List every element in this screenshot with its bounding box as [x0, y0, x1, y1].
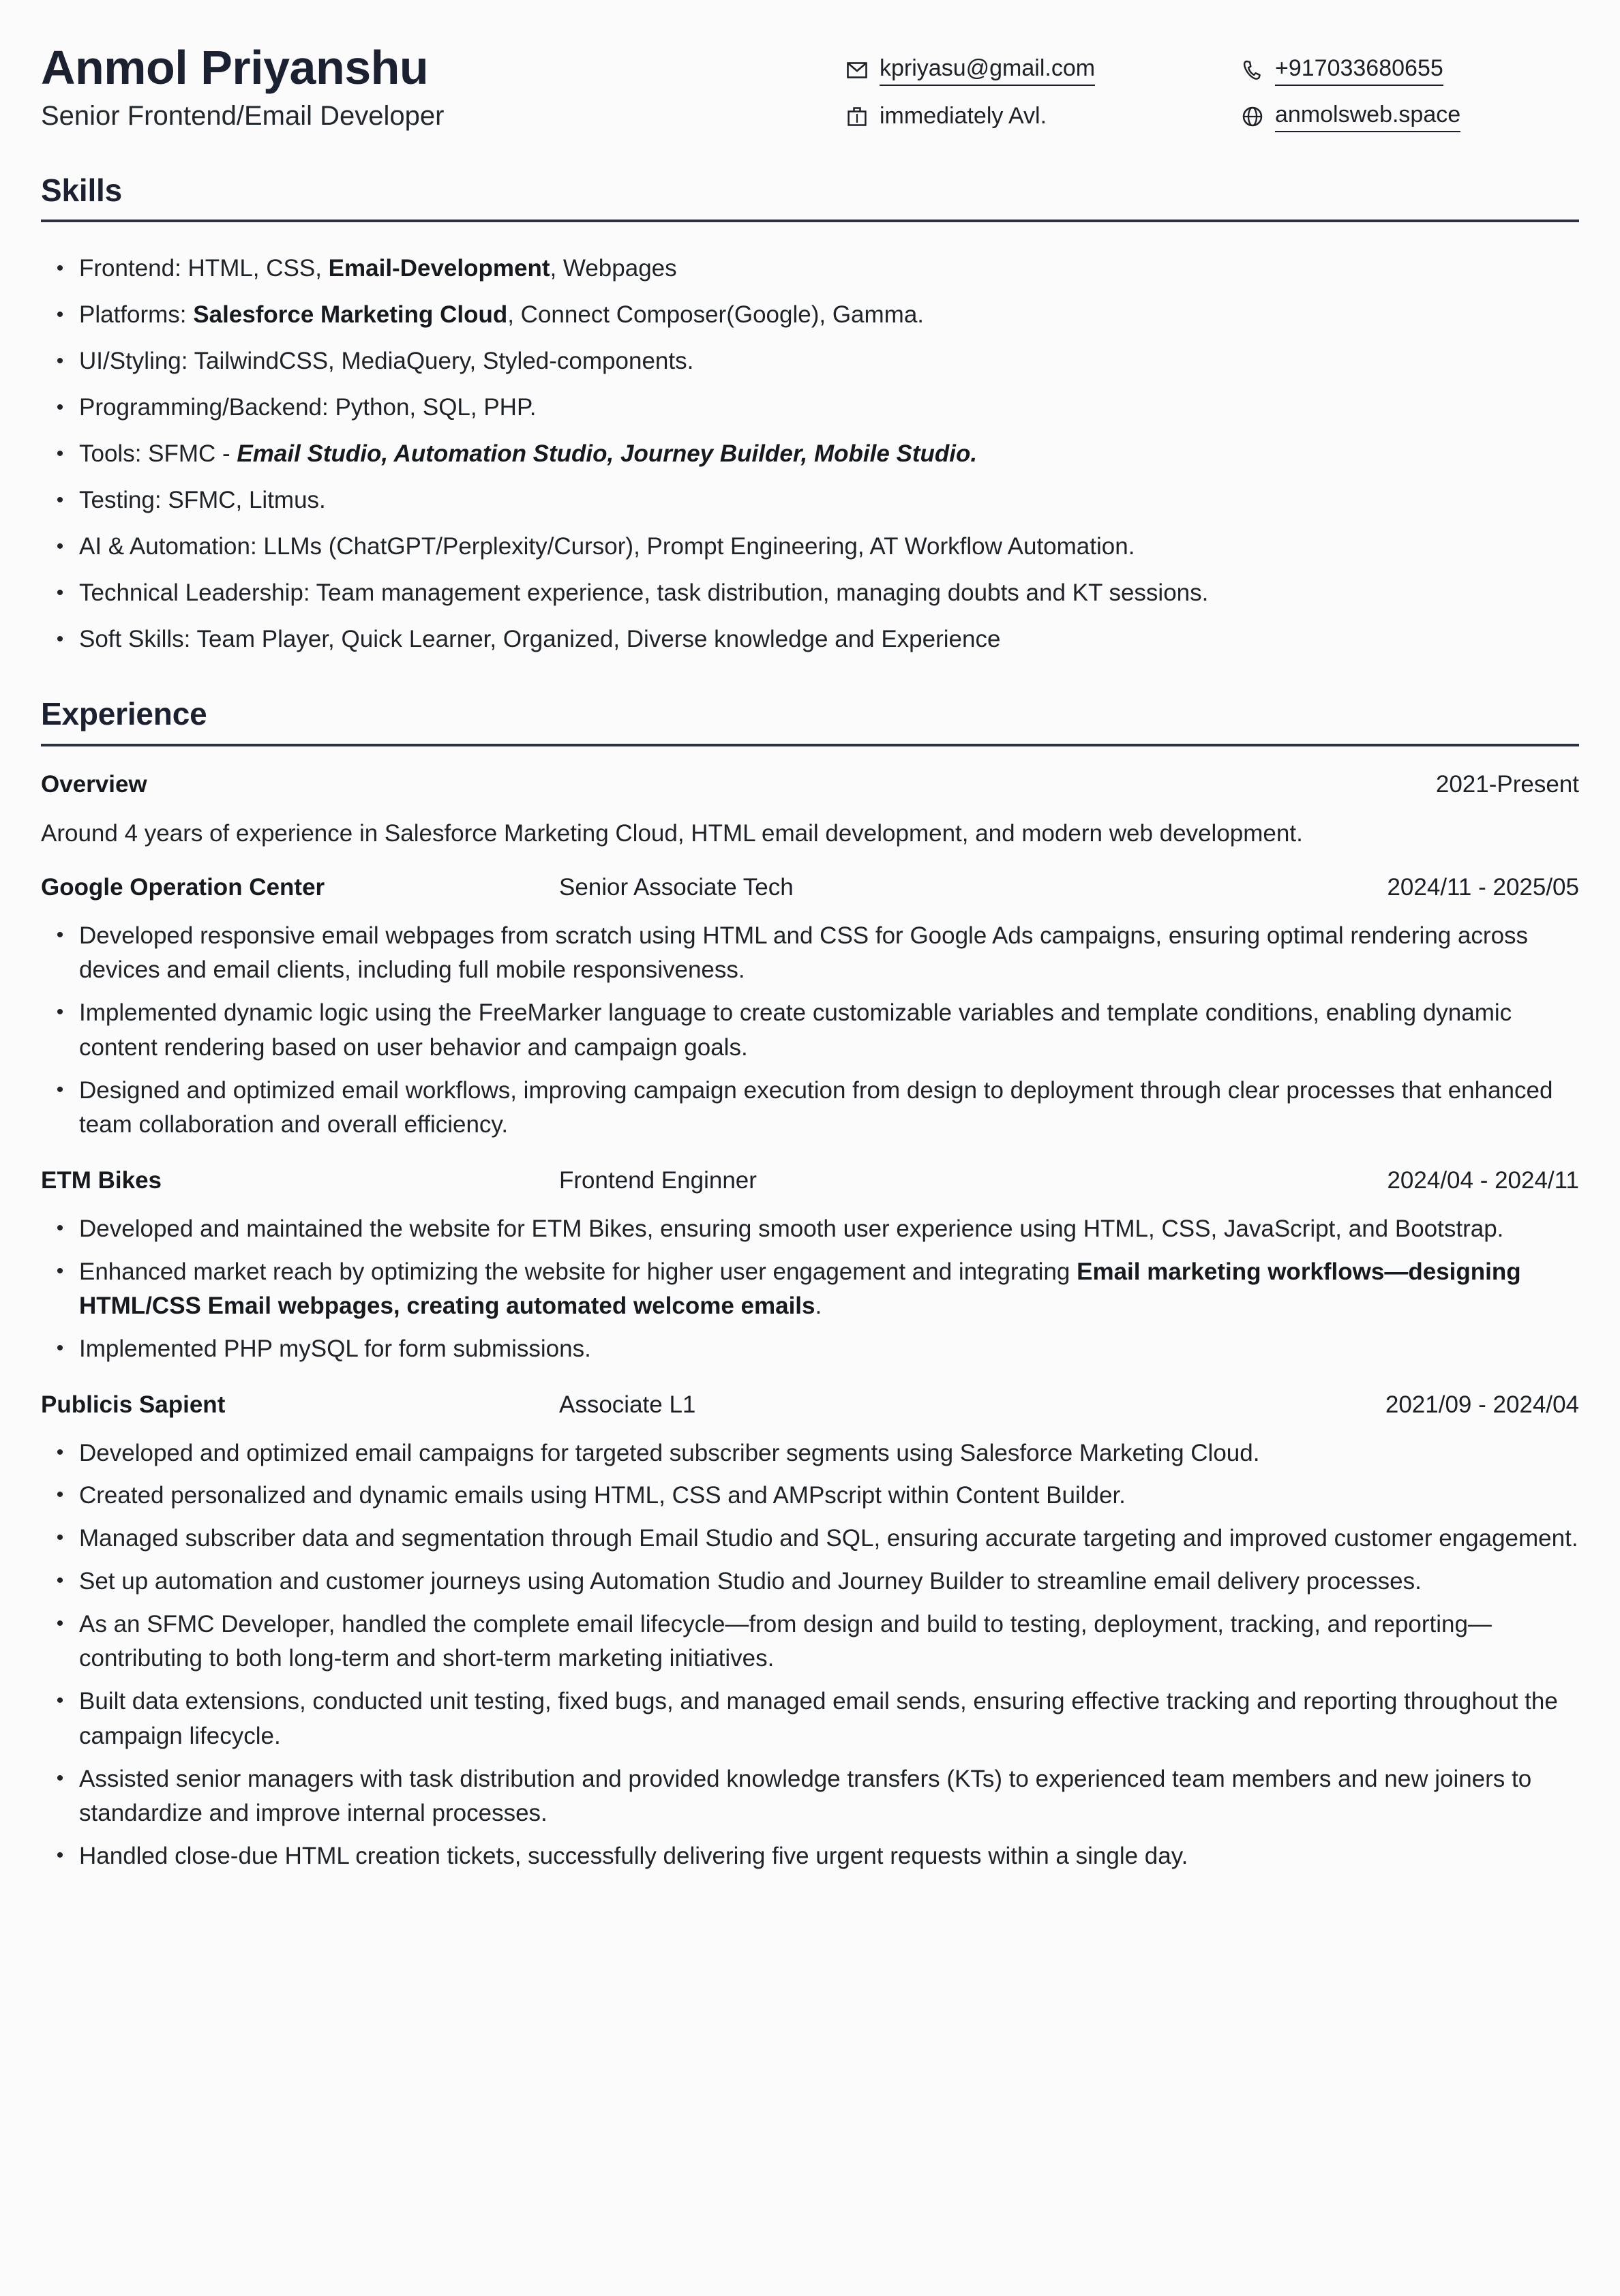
skill-item — [41, 252, 1579, 285]
bullet-text: Soft Skills: Team Player, Quick Learner, Organized, Diverse knowledge and Experience — [79, 626, 1001, 653]
bullet-text: Platforms: Salesforce Marketing Cloud, Connect Composer(Google), Gamma. — [79, 301, 925, 329]
bullet-text: Implemented PHP mySQL for form submissions. — [79, 1335, 591, 1363]
overview-head — [41, 770, 1579, 800]
bullet-text: Handled close-due HTML creation tickets, successfully delivering five urgent requests within a single day. — [79, 1843, 1188, 1870]
job-bullet — [41, 1685, 1579, 1754]
job-dates: 2021/09 - 2024/04 — [1385, 1391, 1579, 1418]
bullet-emphasis: Email-Development — [328, 255, 550, 282]
experience-divider — [41, 744, 1579, 746]
bullet-dot-icon: • — [56, 923, 64, 946]
skill-item — [41, 391, 1579, 424]
contact-phone[interactable] — [1241, 55, 1579, 86]
bullet-text: Set up automation and customer journeys using Automation Studio and Journey Builder to streamline email delivery processes. — [79, 1567, 1422, 1595]
job-header — [41, 1166, 1579, 1196]
contact-grid — [845, 42, 1579, 132]
bullet-dot-icon: • — [56, 1569, 64, 1592]
globe-icon — [1241, 105, 1264, 128]
bullet-text: Created personalized and dynamic emails using HTML, CSS and AMPscript within Content Builder. — [79, 1482, 1126, 1509]
job-bullet — [41, 919, 1579, 988]
bullet-dot-icon: • — [56, 1337, 64, 1360]
contact-phone-text: +917033680655 — [1275, 55, 1443, 86]
bullet-dot-icon: • — [56, 1440, 64, 1464]
skill-item — [41, 577, 1579, 609]
job-company: Publicis Sapient — [41, 1391, 226, 1418]
job-bullet — [41, 996, 1579, 1066]
skill-item — [41, 299, 1579, 331]
bullet-dot-icon: • — [56, 489, 64, 512]
job-header — [41, 873, 1579, 903]
job-bullet — [41, 1565, 1579, 1599]
bullet-text: Assisted senior managers with task distribution and provided knowledge transfers (KTs) to experienced team members and new joiners to standardize and improve internal processes. — [79, 1765, 1532, 1827]
overview-block — [41, 770, 1579, 849]
bullet-text: Tools: SFMC - Email Studio, Automation Studio, Journey Builder, Mobile Studio. — [79, 440, 978, 468]
job-header — [41, 1390, 1579, 1420]
bullet-dot-icon: • — [56, 535, 64, 558]
skill-item — [41, 530, 1579, 563]
job-bullet — [41, 1839, 1579, 1874]
contact-email[interactable] — [845, 55, 1241, 86]
skill-item — [41, 345, 1579, 378]
bullet-dot-icon: • — [56, 1689, 64, 1712]
phone-icon — [1241, 59, 1264, 82]
bullet-text: As an SFMC Developer, handled the complete email lifecycle—from design and build to testing, deployment, tracking, and reporting—contributing to both long-term and short-term marketing initiatives. — [79, 1610, 1492, 1672]
job-dates: 2024/11 - 2025/05 — [1387, 873, 1579, 901]
skill-item — [41, 623, 1579, 656]
skills-section — [41, 173, 1579, 656]
job-bullet — [41, 1607, 1579, 1677]
overview-label: Overview — [41, 770, 147, 798]
job-bullets — [41, 919, 1579, 1143]
job-bullet — [41, 1255, 1579, 1325]
skills-divider — [41, 220, 1579, 222]
bullet-text: Programming/Backend: Python, SQL, PHP. — [79, 394, 537, 421]
job-bullet — [41, 1436, 1579, 1471]
bullet-text: Testing: SFMC, Litmus. — [79, 487, 326, 514]
bullet-dot-icon: • — [56, 1526, 64, 1550]
contact-website[interactable] — [1241, 101, 1579, 132]
job-bullet — [41, 1762, 1579, 1832]
bullet-dot-icon: • — [56, 1483, 64, 1507]
jobs-list — [41, 873, 1579, 1874]
skill-item — [41, 438, 1579, 470]
job-role: Associate L1 — [559, 1391, 696, 1418]
job-block — [41, 1166, 1579, 1367]
job-bullets — [41, 1212, 1579, 1367]
job-company: ETM Bikes — [41, 1167, 162, 1194]
candidate-name: Anmol Priyanshu — [41, 41, 429, 94]
bullet-emphasis: Email marketing workflows—designing HTML/CSS Email webpages, creating automated welcome emails — [79, 1258, 1521, 1320]
bullet-text: Managed subscriber data and segmentation through Email Studio and SQL, ensuring accurate targeting and improved customer engagement. — [79, 1525, 1578, 1552]
bullet-text: Developed responsive email webpages from scratch using HTML and CSS for Google Ads campaigns, ensuring optimal rendering across devices and email clients, including full mobile responsiveness. — [79, 922, 1529, 984]
resume-header — [41, 35, 1579, 132]
bullet-dot-icon: • — [56, 350, 64, 373]
bullet-text: Built data extensions, conducted unit testing, fixed bugs, and managed email sends, ensuring effective tracking and reporting throughout the campaign lifecycle. — [79, 1688, 1558, 1749]
job-dates: 2024/04 - 2024/11 — [1387, 1167, 1579, 1194]
bullet-text: Developed and maintained the website for ETM Bikes, ensuring smooth user experience using HTML, CSS, JavaScript, and Bootstrap. — [79, 1215, 1504, 1242]
briefcase-icon — [845, 105, 869, 128]
bullet-text: Frontend: HTML, CSS, Email-Development, Webpages — [79, 255, 677, 282]
bullet-dot-icon: • — [56, 303, 64, 327]
bullet-text: Technical Leadership: Team management experience, task distribution, managing doubts and KT sessions. — [79, 579, 1209, 607]
contact-availability — [845, 101, 1241, 132]
bullet-text: Designed and optimized email workflows, improving campaign execution from design to deployment through clear processes that enhanced team collaboration and overall efficiency. — [79, 1076, 1553, 1138]
bullet-emphasis: Salesforce Marketing Cloud — [193, 301, 508, 329]
job-bullet — [41, 1212, 1579, 1247]
bullet-dot-icon: • — [56, 442, 64, 466]
experience-section — [41, 697, 1579, 1874]
bullet-dot-icon: • — [56, 1612, 64, 1635]
skills-list — [41, 252, 1579, 656]
overview-dates: 2021-Present — [1435, 770, 1579, 798]
bullet-dot-icon: • — [56, 1216, 64, 1239]
contact-availability-text: immediately Avl. — [880, 103, 1047, 130]
bullet-text: Implemented dynamic logic using the FreeMarker language to create customizable variables and template conditions, enabling dynamic content rendering based on user behavior and campaign goals. — [79, 999, 1512, 1061]
bullet-text: Developed and optimized email campaigns for targeted subscriber segments using Salesforce Marketing Cloud. — [79, 1439, 1260, 1466]
bullet-text: Enhanced market reach by optimizing the website for higher user engagement and integrating Email marketing workflows—designing HTML/CSS Email webpages, creating automated welcome emails. — [79, 1258, 1521, 1320]
experience-heading: Experience — [41, 696, 207, 732]
bullet-dot-icon: • — [56, 628, 64, 651]
bullet-dot-icon: • — [56, 1078, 64, 1101]
bullet-emphasis-italic: Email Studio, Automation Studio, Journey Builder, Mobile Studio. — [237, 440, 978, 468]
envelope-icon — [845, 59, 869, 82]
bullet-dot-icon: • — [56, 257, 64, 280]
overview-summary: Around 4 years of experience in Salesforce Marketing Cloud, HTML email development, and modern web development. — [41, 819, 1303, 847]
bullet-dot-icon: • — [56, 396, 64, 419]
job-bullet — [41, 1479, 1579, 1513]
contact-email-text: kpriyasu@gmail.com — [880, 55, 1095, 86]
job-company: Google Operation Center — [41, 873, 325, 901]
bullet-dot-icon: • — [56, 1844, 64, 1867]
candidate-role: Senior Frontend/Email Developer — [41, 101, 445, 132]
bullet-dot-icon: • — [56, 1001, 64, 1024]
job-block — [41, 873, 1579, 1143]
job-role: Frontend Enginner — [559, 1167, 757, 1194]
bullet-dot-icon: • — [56, 1259, 64, 1282]
job-bullet — [41, 1522, 1579, 1556]
bullet-text: UI/Styling: TailwindCSS, MediaQuery, Styled-components. — [79, 348, 694, 375]
bullet-text: AI & Automation: LLMs (ChatGPT/Perplexity/Cursor), Prompt Engineering, AT Workflow Automation. — [79, 533, 1135, 560]
job-bullet — [41, 1332, 1579, 1367]
job-block — [41, 1390, 1579, 1874]
contact-website-text: anmolsweb.space — [1275, 101, 1460, 132]
skills-heading: Skills — [41, 172, 122, 208]
job-bullets — [41, 1436, 1579, 1874]
job-role: Senior Associate Tech — [559, 873, 794, 901]
identity-block — [41, 42, 845, 131]
bullet-dot-icon: • — [56, 1766, 64, 1789]
skill-item — [41, 484, 1579, 517]
bullet-dot-icon: • — [56, 581, 64, 605]
job-bullet — [41, 1074, 1579, 1143]
